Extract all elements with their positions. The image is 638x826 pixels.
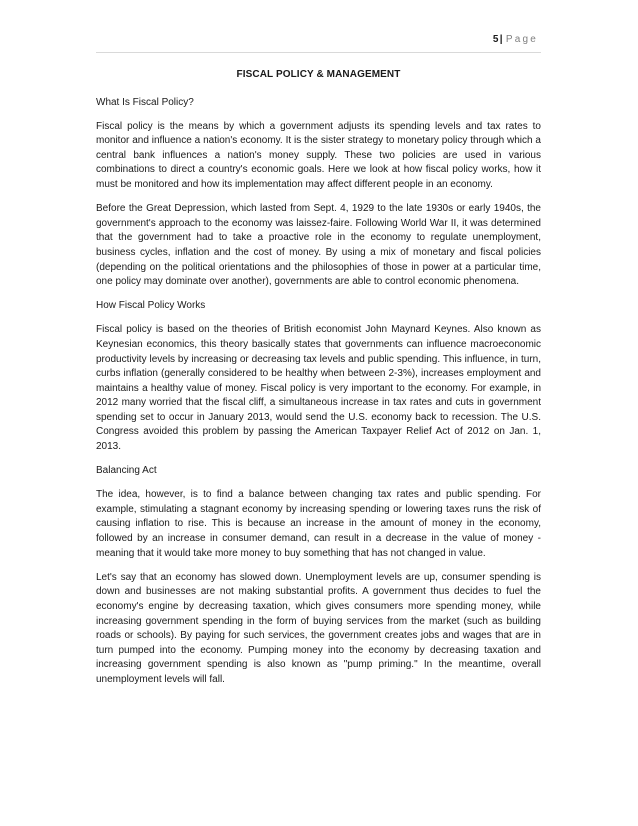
paragraph: Before the Great Depression, which lasted from Sept. 4, 1929 to the late 1930s or early 1940s, the government's approach to the economy was laissez-faire. Following World War II, it was determined that the government had to take a proactive role in the economy to regulate unemployment, business cycles, inflation and the cost of money. By using a mix of monetary and fiscal policies (depending on the political orientations and the philosophies of those in power at a particular time, one policy may dominate over another), governments are able to control economic phenomena. (96, 203, 541, 288)
paragraph: Let's say that an economy has slowed down. Unemployment levels are up, consumer spending is down and businesses are not making substantial profits. A government thus decides to fuel the economy's engine by decreasing taxation, which gives consumers more spending money, while increasing government spending in the form of buying services from the market (such as building roads or schools). By paying for such services, the government creates jobs and wages that are in turn pumped into the economy. Pumping money into the economy by decreasing taxation and increasing government spending is also known as "pump priming." In the meantime, overall unemployment levels will fall. (96, 571, 541, 685)
paragraph: Fiscal policy is based on the theories of British economist John Maynard Keynes. Also known as Keynesian economics, this theory basically states that governments can influence macroeconomic productivity levels by increasing or decreasing tax levels and public spending. This influence, in turn, curbs inflation (generally considered to be healthy when between 2-3%), increases employment and maintains a healthy value of money. Fiscal policy is very important to the economy. For example, in 2012 many worried that the fiscal cliff, a simultaneous increase in tax rates and cuts in government spending set to occur in January 2013, would send the U.S. economy back to recession. The U.S. Congress avoided this problem by passing the American Taxpayer Relief Act of 2012 on Jan. 1, 2013. (96, 324, 541, 453)
section-what-is-fiscal-policy (96, 96, 541, 290)
section-heading: Balancing Act (96, 465, 157, 477)
section-heading: What Is Fiscal Policy? (96, 96, 194, 108)
paragraph: Fiscal policy is the means by which a government adjusts its spending levels and tax rates to monitor and influence a nation's economy. It is the sister strategy to monetary policy through which a central bank influences a nation's money supply. These two policies are used in various combinations to direct a country's economic goals. Here we look at how fiscal policy works, how it must be monitored and how its implementation may affect different people in an economy. (96, 120, 541, 191)
header-divider (96, 52, 541, 53)
section-balancing-act (96, 464, 541, 687)
paragraph: The idea, however, is to find a balance between changing tax rates and public spending. For example, stimulating a stagnant economy by increasing spending or lowering taxes runs the risk of causing inflation to rise. This is because an increase in the amount of money in the economy, followed by an increase in consumer demand, can result in a decrease in the value of money - meaning that it would take more money to buy something that has not changed in value. (96, 489, 541, 559)
section-heading: How Fiscal Policy Works (96, 300, 206, 312)
page-number: 5 (492, 34, 499, 45)
document-title: FISCAL POLICY & MANAGEMENT (236, 69, 401, 80)
page-separator: | (499, 34, 503, 45)
document-body (96, 68, 541, 697)
page-header (493, 34, 538, 45)
page-label: Page (505, 34, 538, 45)
section-how-fiscal-policy-works (96, 299, 541, 454)
